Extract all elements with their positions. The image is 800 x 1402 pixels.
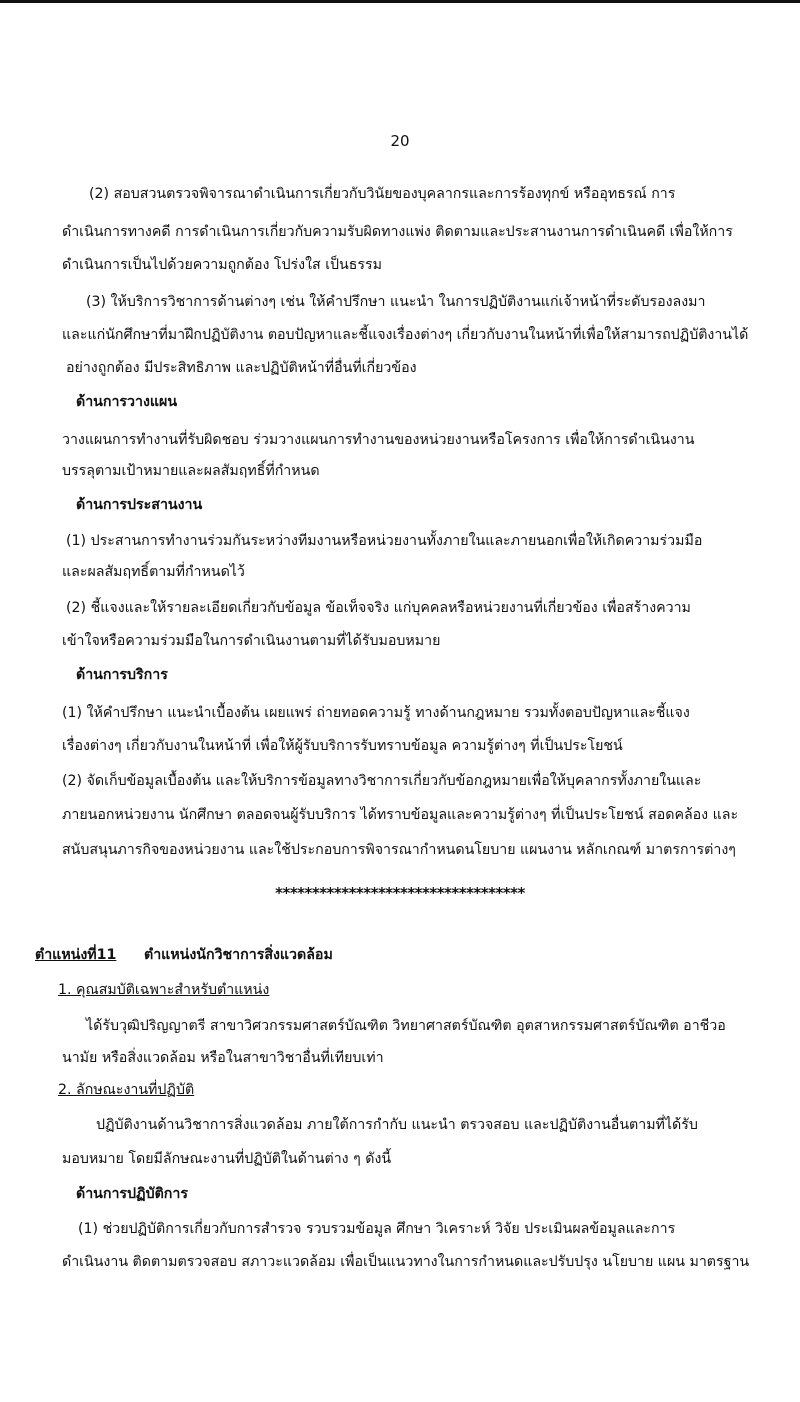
heading-service: ด้านการบริการ	[76, 667, 168, 683]
top-border-line	[0, 0, 800, 3]
service-1-line-2: เรื่องต่างๆ เกี่ยวกับงานในหน้าที่ เพื่อให้ผู้รับบริการรับทราบข้อมูล ความรู้ต่างๆ ที่เป็นประโยชน์	[62, 738, 623, 754]
planning-line-2: บรรลุตามเป้าหมายและผลสัมฤทธิ์ที่กำหนด	[62, 463, 320, 479]
work-nature-line-2: มอบหมาย โดยมีลักษณะงานที่ปฏิบัติในด้านต่าง ๆ ดังนี้	[62, 1151, 392, 1167]
coordination-2-line-1: (2) ชี้แจงและให้รายละเอียดเกี่ยวกับข้อมูล ข้อเท็จจริง แก่บุคคลหรือหน่วยงานที่เกี่ยวข้อง เพื่อสร้างความ	[66, 600, 691, 616]
work-nature-line-1: ปฏิบัติงานด้านวิชาการสิ่งแวดล้อม ภายใต้การกำกับ แนะนำ ตรวจสอบ และปฏิบัติงานอื่นตามที่ได้รับ	[96, 1117, 698, 1133]
page-number: 20	[390, 132, 410, 150]
qualification-heading	[58, 980, 269, 1000]
qualification-line-1: ได้รับวุฒิปริญญาตรี สาขาวิศวกรรมศาสตร์บัณฑิต วิทยาศาสตร์บัณฑิต อุตสาหกรรมศาสตร์บัณฑิต อาชีวอ	[86, 1018, 726, 1034]
position-number-label: ตำแหน่งที่11	[35, 947, 117, 963]
paragraph-2-line-3: ดำเนินการเป็นไปด้วยความถูกต้อง โปร่งใส เป็นธรรม	[62, 257, 382, 273]
paragraph-2-line-2: ดำเนินการทางคดี การดำเนินการเกี่ยวกับความรับผิดทางแพ่ง ติดตามและประสานงานการดำเนินคดี เพื่อให้การ	[62, 224, 733, 240]
operations-1-line-1: (1) ช่วยปฏิบัติการเกี่ยวกับการสำรวจ รวบรวมข้อมูล ศึกษา วิเคราะห์ วิจัย ประเมินผลข้อมูลและการ	[78, 1221, 676, 1237]
service-2-line-1: (2) จัดเก็บข้อมูลเบื้องต้น และให้บริการข้อมูลทางวิชาการเกี่ยวกับข้อกฎหมายเพื่อให้บุคลากรทั้งภายในและ	[62, 773, 702, 789]
qualification-line-2: นามัย หรือสิ่งแวดล้อม หรือในสาขาวิชาอื่นที่เทียบเท่า	[62, 1050, 384, 1066]
heading-operations: ด้านการปฏิบัติการ	[76, 1186, 188, 1202]
paragraph-2-line-1: (2) สอบสวนตรวจพิจารณาดำเนินการเกี่ยวกับวินัยของบุคลากรและการร้องทุกข์ หรืออุทธรณ์ การ	[89, 186, 676, 202]
planning-line-1: วางแผนการทำงานที่รับผิดชอบ ร่วมวางแผนการทำงานของหน่วยงานหรือโครงการ เพื่อให้การดำเนินงาน	[62, 432, 695, 448]
position-title: ตำแหน่งนักวิชาการสิ่งแวดล้อม	[144, 947, 333, 963]
coordination-1-line-2: และผลสัมฤทธิ์ตามที่กำหนดไว้	[62, 564, 245, 580]
service-1-line-1: (1) ให้คำปรึกษา แนะนำเบื้องต้น เผยแพร่ ถ่ายทอดความรู้ ทางด้านกฎหมาย รวมทั้งตอบปัญหาและชี้แจง	[62, 705, 690, 721]
service-2-line-3: สนับสนุนภารกิจของหน่วยงาน และใช้ประกอบการพิจารณากำหนดนโยบาย แผนงาน หลักเกณฑ์ มาตรการต่างๆ	[62, 842, 736, 858]
coordination-2-line-2: เข้าใจหรือความร่วมมือในการดำเนินงานตามที่ได้รับมอบหมาย	[62, 633, 441, 649]
heading-coordination: ด้านการประสานงาน	[76, 497, 203, 513]
paragraph-3-line-2: และแก่นักศึกษาที่มาฝึกปฏิบัติงาน ตอบปัญหาและชี้แจงเรื่องต่างๆ เกี่ยวกับงานในหน้าที่เพื่อให้สามารถปฏิบัติงานได้	[62, 327, 749, 343]
work-nature-heading-text: 2. ลักษณะงานที่ปฏิบัติ	[58, 1082, 195, 1098]
coordination-1-line-1: (1) ประสานการทำงานร่วมกันระหว่างทีมงานหรือหน่วยงานทั้งภายในและภายนอกเพื่อให้เกิดความร่วมมือ	[66, 533, 703, 549]
section-separator: **********************************	[275, 884, 525, 902]
heading-planning: ด้านการวางแผน	[76, 394, 178, 410]
operations-1-line-2: ดำเนินงาน ติดตามตรวจสอบ สภาวะแวดล้อม เพื่อเป็นแนวทางในการกำหนดและปรับปรุง นโยบาย แผน มาตรฐาน	[62, 1254, 750, 1270]
paragraph-3-line-3: อย่างถูกต้อง มีประสิทธิภาพ และปฏิบัติหน้าที่อื่นที่เกี่ยวข้อง	[66, 360, 417, 376]
qualification-heading-text: 1. คุณสมบัติเฉพาะสำหรับตำแหน่ง	[58, 982, 270, 998]
service-2-line-2: ภายนอกหน่วยงาน นักศึกษา ตลอดจนผู้รับบริการ ได้ทราบข้อมูลและความรู้ต่างๆ ที่เป็นประโยชน์ สอดคล้อง และ	[62, 807, 739, 823]
work-nature-heading	[58, 1080, 194, 1100]
paragraph-3-line-1: (3) ให้บริการวิชาการด้านต่างๆ เช่น ให้คำปรึกษา แนะนำ ในการปฏิบัติงานแก่เจ้าหน้าที่ระดับรองลงมา	[86, 294, 706, 310]
